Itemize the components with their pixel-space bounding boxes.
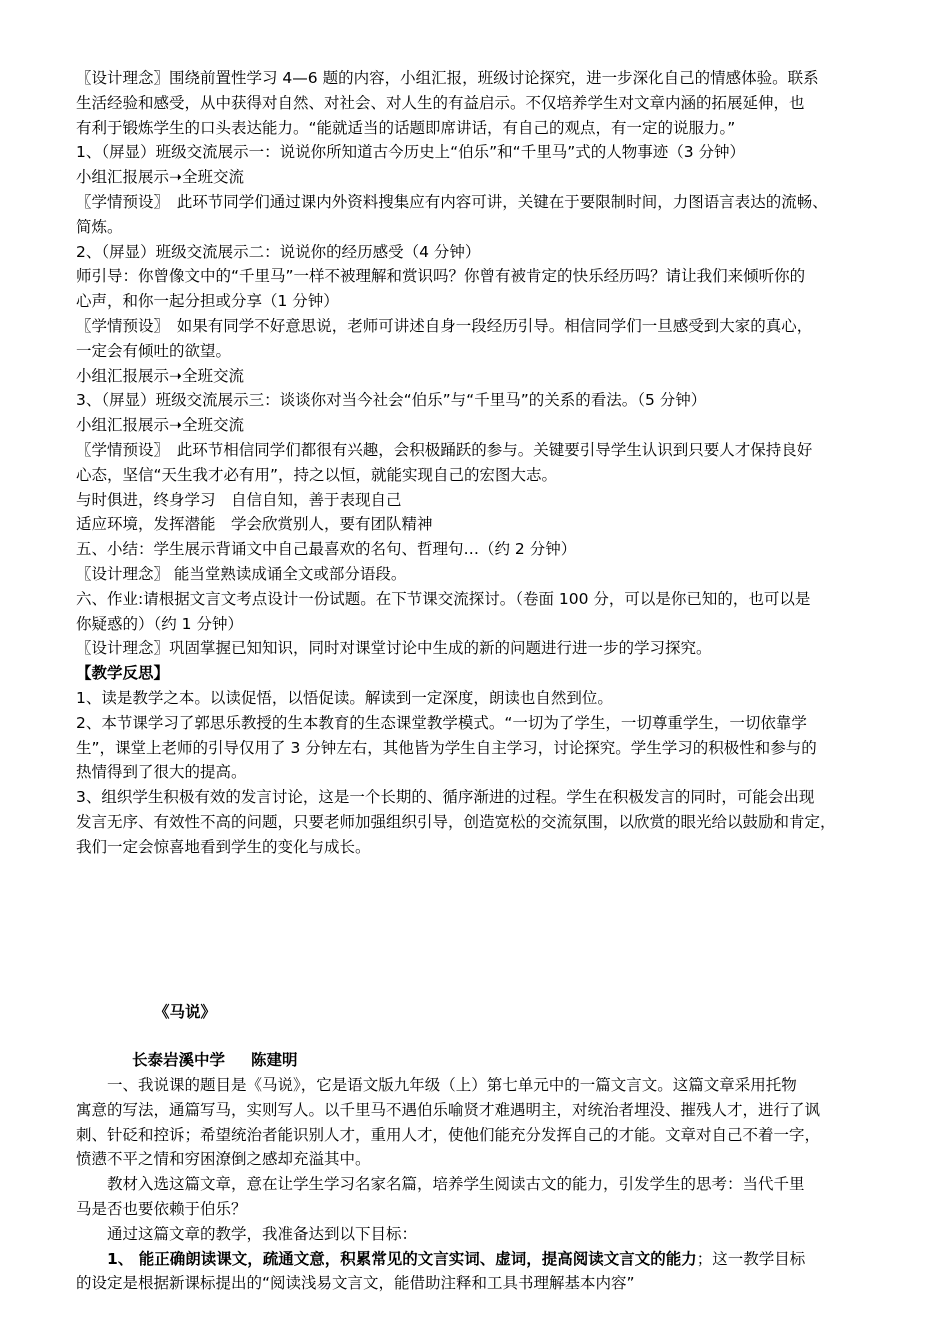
text-line: 有利于锻炼学生的口头表达能力。“能就适当的话题即席讲话，有自己的观点，有一定的说服力。” (76, 118, 736, 137)
text-line: 简炼。 (76, 217, 123, 236)
title-gap (76, 1024, 896, 1048)
text-line: 〖学情预设〗 如果有同学不好意思说，老师可讲述自身一段经历引导。相信同学们一旦感受到大家的真心， (76, 316, 813, 335)
text-line: 〖设计理念〗 能当堂熟读成诵全文或部分语段。 (76, 564, 407, 583)
text-line: 六、作业:请根据文言文考点设计一份试题。在下节课交流探讨。（卷面 100 分，可以是你已知的，也可以是 (76, 589, 811, 608)
paragraph-line: 愤懑不平之情和穷困潦倒之感却充溢其中。 (76, 1150, 371, 1169)
text-line: 适应环境，发挥潜能 学会欣赏别人，要有团队精神 (76, 515, 433, 534)
paragraph-line: 通过这篇文章的教学，我准备达到以下目标： (107, 1224, 418, 1243)
text-line: 师引导：你曾像文中的“千里马”一样不被理解和赏识吗？你曾有被肯定的快乐经历吗？请让我们来倾听你的 (76, 267, 806, 286)
text-line: 小组汇报展示➝全班交流 (76, 168, 244, 187)
reflection-line: 3、组织学生积极有效的发言讨论，这是一个长期的、循序渐进的过程。学生在积极发言的同时，可能会出现 (76, 788, 815, 807)
reflection-line: 我们一定会惊喜地看到学生的变化与成长。 (76, 837, 371, 856)
text-line: 〖学情预设〗 此环节相信同学们都很有兴趣，会积极踊跃的参与。关键要引导学生认识到只要人才保持良好 (76, 440, 813, 459)
goal-line (76, 1247, 896, 1272)
paragraph-line: 一、我说课的题目是《马说》，它是语文版九年级（上）第七单元中的一篇文言文。这篇文章采用托物 (107, 1076, 797, 1095)
document-title: 《马说》 (154, 1002, 217, 1021)
text-line: 一定会有倾吐的欲望。 (76, 341, 232, 360)
paragraph-line: 寓意的写法，通篇写马，实则写人。以千里马不遇伯乐喻贤才难遇明主，对统治者埋没、摧残人才，进行了讽 (76, 1100, 821, 1119)
reflection-heading: 【教学反思】 (76, 664, 170, 683)
text-line: 〖学情预设〗 此环节同学们通过课内外资料搜集应有内容可讲，关键在于要限制时间，力图语言表达的流畅、 (76, 192, 828, 211)
text-line: 与时俱进，终身学习 自信自知，善于表现自己 (76, 490, 402, 509)
text-line: 心态，坚信“天生我才必有用”，持之以恒，就能实现自己的宏图大志。 (76, 465, 558, 484)
text-line: 3、（屏显）班级交流展示三：谈谈你对当今社会“伯乐”与“千里马”的关系的看法。（5 分钟） (76, 391, 707, 410)
paragraph-line: 教材入选这篇文章，意在让学生学习名家名篇，培养学生阅读古文的能力，引发学生的思考：当代千里 (107, 1175, 805, 1194)
text-line: 〖设计理念〗巩固掌握已知知识，同时对课堂讨论中生成的新的问题进行进一步的学习探究。 (76, 639, 712, 658)
text-line: 1、（屏显）班级交流展示一：说说你所知道古今历史上“伯乐”和“千里马”式的人物事迹（3 分钟） (76, 143, 746, 162)
text-line: 五、小结：学生展示背诵文中自己最喜欢的名句、哲理句…（约 2 分钟） (76, 540, 577, 559)
lecture-section (76, 1000, 896, 1297)
reflection-line: 2、本节课学习了郭思乐教授的生本教育的生态课堂教学模式。“一切为了学生，一切尊重学生，一切依靠学 (76, 713, 807, 732)
text-line: 生活经验和感受，从中获得对自然、对社会、对人生的有益启示。不仅培养学生对文章内涵的拓展延伸，也 (76, 93, 805, 112)
lesson-activities-section (76, 66, 896, 860)
text-line: 小组汇报展示➝全班交流 (76, 416, 244, 435)
goal-bold-text: 能正确朗读课文，疏通文意，积累常见的文言实词、虚词，提高阅读文言文的能力 (138, 1249, 697, 1268)
paragraph-line: 刺、针砭和控诉；希望统治者能识别人才，重用人才，使他们能充分发挥自己的才能。文章对自己不着一字， (76, 1125, 821, 1144)
reflection-line: 生”，课堂上老师的引导仅用了 3 分钟左右，其他皆为学生自主学习，讨论探究。学生学习的积极性和参与的 (76, 738, 817, 757)
paragraph-line: 马是否也要依赖于伯乐？ (76, 1200, 247, 1219)
text-line: 心声，和你一起分担或分享（1 分钟） (76, 292, 339, 311)
document-page (76, 66, 896, 1296)
reflection-line: 热情得到了很大的提高。 (76, 763, 247, 782)
goal-number: 1、 (107, 1249, 139, 1268)
goal-continuation: 的设定是根据新课标提出的“阅读浅易文言文，能借助注释和工具书理解基本内容” (76, 1274, 635, 1293)
school-name: 长泰岩溪中学 (132, 1051, 226, 1070)
byline (76, 1048, 896, 1073)
text-line: 你疑惑的）（约 1 分钟） (76, 614, 243, 633)
text-line: 〖设计理念〗围绕前置性学习 4—6 题的内容，小组汇报，班级讨论探究，进一步深化自己的情感体验。联系 (76, 69, 819, 87)
section-gap (76, 860, 896, 1000)
author-name: 陈建明 (251, 1051, 298, 1070)
reflection-line: 发言无序、有效性不高的问题，只要老师加强组织引导，创造宽松的交流氛围，以欣赏的眼光给以鼓励和肯定， (76, 812, 836, 831)
goal-rest-text: ；这一教学目标 (696, 1249, 806, 1268)
reflection-line: 1、读是教学之本。以读促悟，以悟促读。解读到一定深度，朗读也自然到位。 (76, 688, 613, 707)
text-line: 小组汇报展示➝全班交流 (76, 366, 244, 385)
text-line: 2、（屏显）班级交流展示二：说说你的经历感受（4 分钟） (76, 242, 481, 261)
